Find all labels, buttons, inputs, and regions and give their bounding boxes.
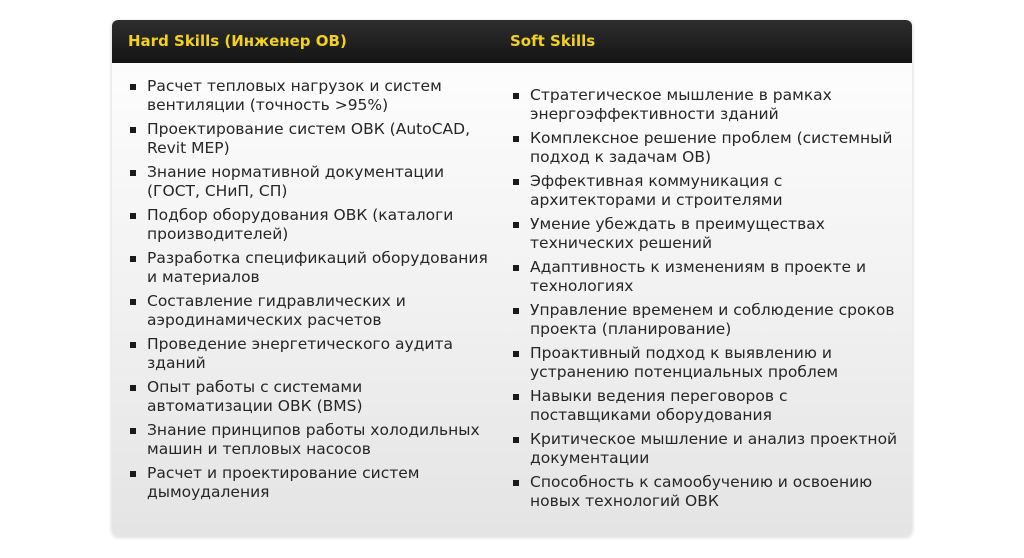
skill-text: Проведение энергетического аудита зданий [147,334,453,373]
square-bullet-icon [513,179,519,185]
skill-text: Навыки ведения переговоров с поставщиками оборудования [530,386,788,425]
hard-skill-item [130,335,490,374]
skills-table [112,20,912,536]
square-bullet-icon [513,136,519,142]
skill-text: Способность к самообучению и освоению новых технологий ОВК [530,472,873,511]
soft-skill-item [513,430,898,469]
soft-skill-item [513,301,898,340]
soft-skill-item [513,86,898,125]
soft-skill-item [513,215,898,254]
hard-skill-item [130,464,490,503]
hard-skill-item [130,120,490,159]
soft-skill-item [513,473,898,512]
square-bullet-icon [130,471,136,477]
square-bullet-icon [513,437,519,443]
square-bullet-icon [130,256,136,262]
square-bullet-icon [513,308,519,314]
hard-skill-item [130,421,490,460]
skill-text: Составление гидравлических и аэродинамических расчетов [147,291,406,330]
skill-text: Подбор оборудования ОВК (каталоги производителей) [147,205,454,244]
skill-text: Проактивный подход к выявлению и устранению потенциальных проблем [530,343,839,382]
soft-skill-item [513,172,898,211]
skill-text: Адаптивность к изменениям в проекте и технологиях [530,257,867,296]
skill-text: Комплексное решение проблем (системный подход к задачам ОВ) [530,128,893,167]
hard-skills-list [130,77,490,507]
hard-skill-item [130,378,490,417]
skill-text: Опыт работы с системами автоматизации ОВК (BMS) [147,377,363,416]
square-bullet-icon [513,394,519,400]
skill-text: Разработка спецификаций оборудования и материалов [147,248,488,287]
skill-text: Управление временем и соблюдение сроков проекта (планирование) [530,300,895,339]
soft-skill-item [513,258,898,297]
soft-skills-list [513,86,898,516]
hard-skill-item [130,249,490,288]
skill-text: Знание нормативной документации (ГОСТ, СНиП, СП) [147,162,445,201]
skill-text: Стратегическое мышление в рамках энергоэффективности зданий [530,86,832,124]
skill-text: Умение убеждать в преимуществах технических решений [530,214,825,253]
square-bullet-icon [130,299,136,305]
skill-text: Проектирование систем ОВК (AutoCAD, Revit MEP) [147,119,470,158]
square-bullet-icon [130,170,136,176]
soft-skill-item [513,344,898,383]
square-bullet-icon [513,265,519,271]
soft-skills-heading: Soft Skills [510,32,596,50]
hard-skill-item [130,163,490,202]
square-bullet-icon [130,342,136,348]
skill-text: Эффективная коммуникация с архитекторами и строителями [530,171,783,210]
soft-skill-item [513,387,898,426]
skill-text: Расчет и проектирование систем дымоудаления [147,463,420,502]
table-header [112,20,912,63]
square-bullet-icon [130,127,136,133]
skill-text: Знание принципов работы холодильных машин и тепловых насосов [147,420,480,459]
square-bullet-icon [513,480,519,486]
hard-skill-item [130,77,490,116]
hard-skills-heading: Hard Skills (Инженер ОВ) [128,32,347,50]
square-bullet-icon [130,385,136,391]
square-bullet-icon [513,351,519,357]
skill-text: Критическое мышление и анализ проектной документации [530,429,898,468]
skill-text: Расчет тепловых нагрузок и систем вентиляции (точность >95%) [147,77,442,115]
hard-skill-item [130,292,490,331]
soft-skill-item [513,129,898,168]
hard-skill-item [130,206,490,245]
square-bullet-icon [130,213,136,219]
square-bullet-icon [130,84,136,90]
square-bullet-icon [130,428,136,434]
square-bullet-icon [513,93,519,99]
square-bullet-icon [513,222,519,228]
